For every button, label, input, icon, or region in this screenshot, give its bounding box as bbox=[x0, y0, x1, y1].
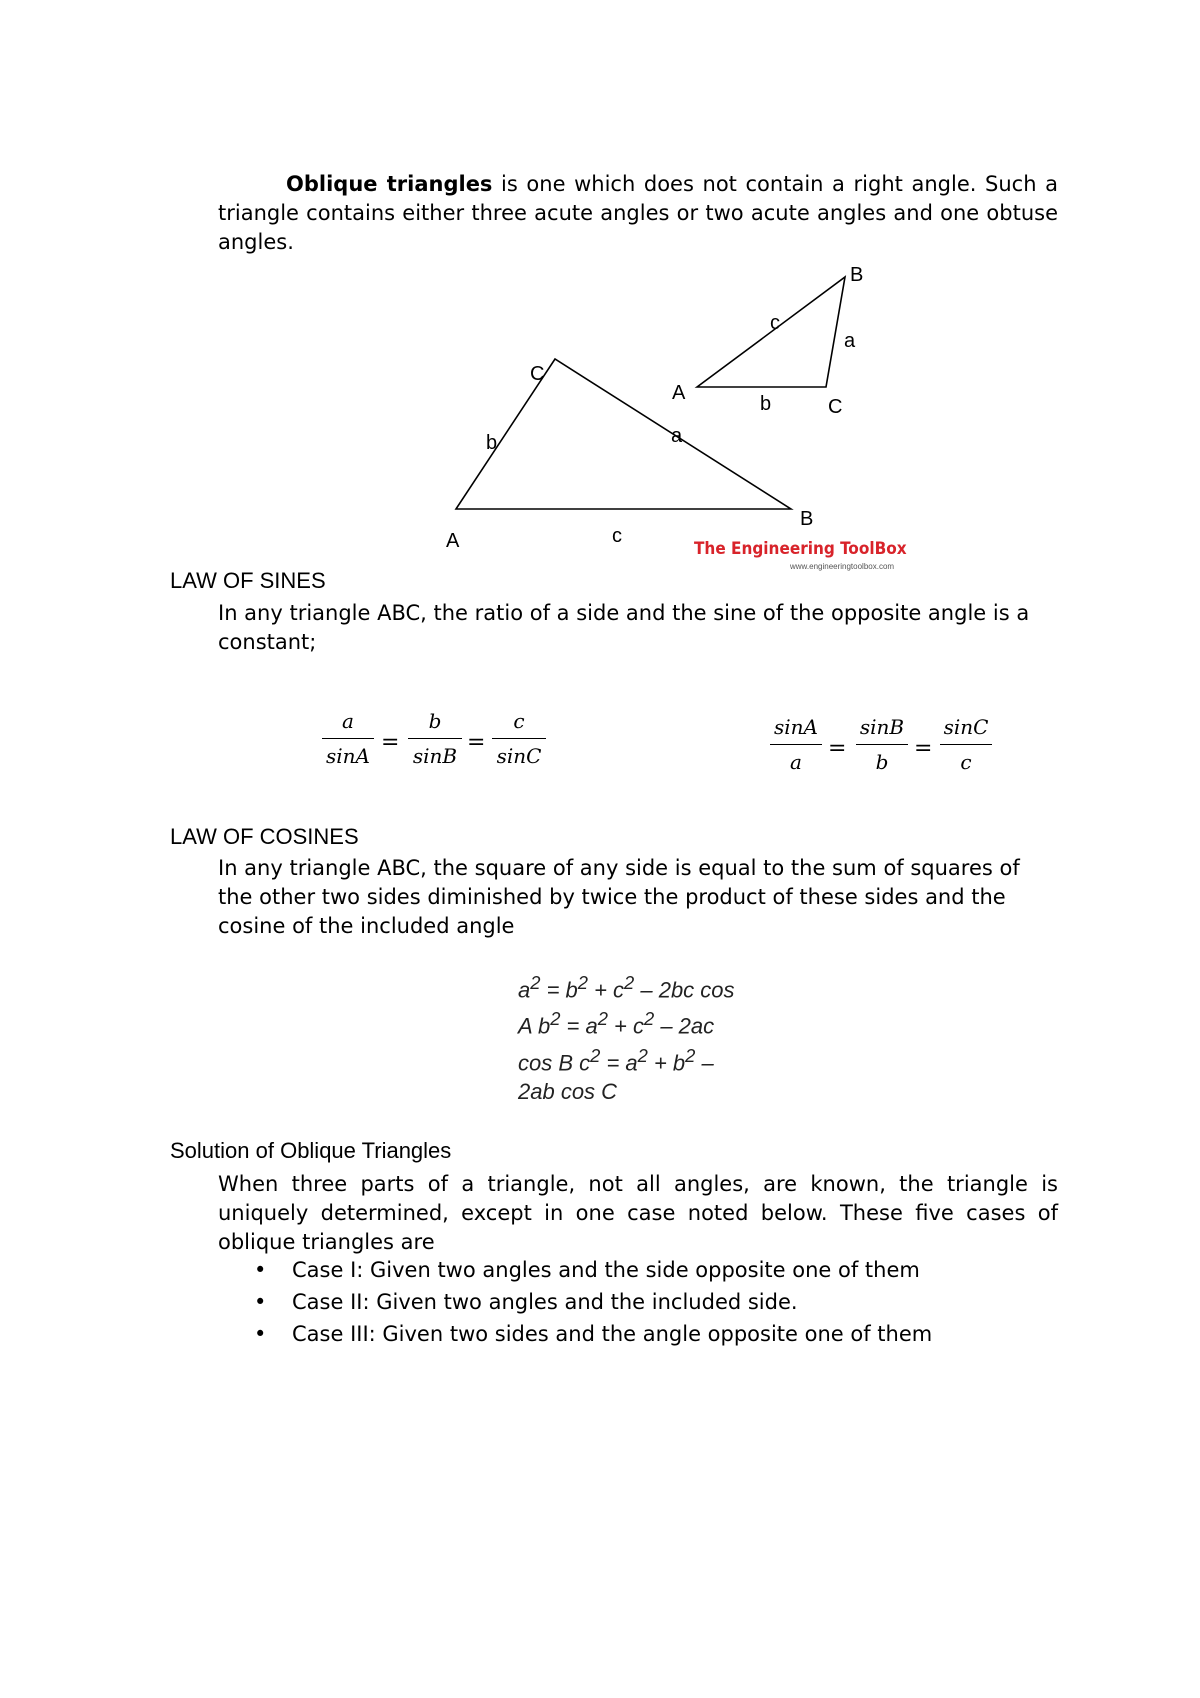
left-vertex-c: C bbox=[530, 363, 545, 385]
list-item: • Case I: Given two angles and the side opposite one of them bbox=[254, 1258, 920, 1282]
equals-sign: = bbox=[381, 730, 400, 755]
left-side-b: b bbox=[486, 432, 498, 454]
cosines-formula-line: cos B $c^2 = a^2 + b^2$ – bbox=[518, 1044, 714, 1075]
triangles-figure bbox=[430, 255, 930, 575]
list-item: • Case III: Given two sides and the angle opposite one of them bbox=[254, 1322, 933, 1346]
equals-sign: = bbox=[828, 736, 847, 761]
right-side-c: c bbox=[770, 312, 780, 334]
heading-law-of-cosines: LAW OF COSINES bbox=[170, 824, 359, 849]
intro-paragraph bbox=[218, 170, 1058, 257]
heading-solution: Solution of Oblique Triangles bbox=[170, 1138, 452, 1163]
cosines-text: In any triangle ABC, the square of any side is equal to the sum of squares of the other two sides diminished by twice the product of these sides and the cosine of the included angle bbox=[218, 856, 1020, 938]
cases-list bbox=[254, 1256, 1052, 1349]
watermark-title: The Engineering ToolBox bbox=[694, 539, 907, 559]
fraction-sina-over-a: sinA a bbox=[770, 714, 822, 775]
right-vertex-c: C bbox=[828, 396, 843, 418]
left-side-c: c bbox=[612, 525, 622, 547]
intro-text: is one which does not contain a right angle. Such a triangle contains either three acute angles or two acute angles and one obtuse angles. bbox=[218, 172, 1058, 254]
cosines-formula-line: $a^2 = b^2 + c^2 - 2bc$ cos bbox=[518, 972, 735, 1003]
watermark-url: www.engineeringtoolbox.com bbox=[790, 562, 895, 571]
fraction-sinb-over-b: sinB b bbox=[856, 714, 908, 775]
cosines-formula-line: 2ab cos C bbox=[518, 1078, 618, 1104]
equals-sign: = bbox=[914, 736, 933, 761]
intro-term: Oblique triangles bbox=[286, 172, 493, 196]
sines-text: In any triangle ABC, the ratio of a side and the sine of the opposite angle is a constant; bbox=[218, 601, 1030, 654]
heading-law-of-sines: LAW OF SINES bbox=[170, 568, 326, 593]
solution-text: When three parts of a triangle, not all angles, are known, the triangle is uniquely determined, except in one case noted below. These five cases of oblique triangles are bbox=[218, 1172, 1058, 1254]
left-triangle bbox=[456, 359, 791, 509]
left-vertex-a: A bbox=[446, 530, 460, 552]
fraction-c-over-sinc: c sinC bbox=[492, 708, 546, 769]
equals-sign: = bbox=[467, 730, 486, 755]
right-vertex-b: B bbox=[850, 264, 864, 286]
right-side-a: a bbox=[844, 330, 856, 352]
right-vertex-a: A bbox=[672, 382, 686, 404]
fraction-b-over-sinb: b sinB bbox=[408, 708, 462, 769]
list-item: • Case II: Given two angles and the included side. bbox=[254, 1290, 798, 1314]
right-side-b: b bbox=[760, 393, 772, 415]
cosines-formulas bbox=[518, 968, 778, 1106]
fraction-a-over-sina: a sinA bbox=[322, 708, 374, 769]
left-side-a: a bbox=[671, 425, 683, 447]
left-vertex-b: B bbox=[800, 508, 814, 530]
fraction-sinc-over-c: sinC c bbox=[940, 714, 992, 775]
cosines-formula-line: A $b^2 = a^2 + c^2 - 2ac$ bbox=[518, 1008, 715, 1039]
